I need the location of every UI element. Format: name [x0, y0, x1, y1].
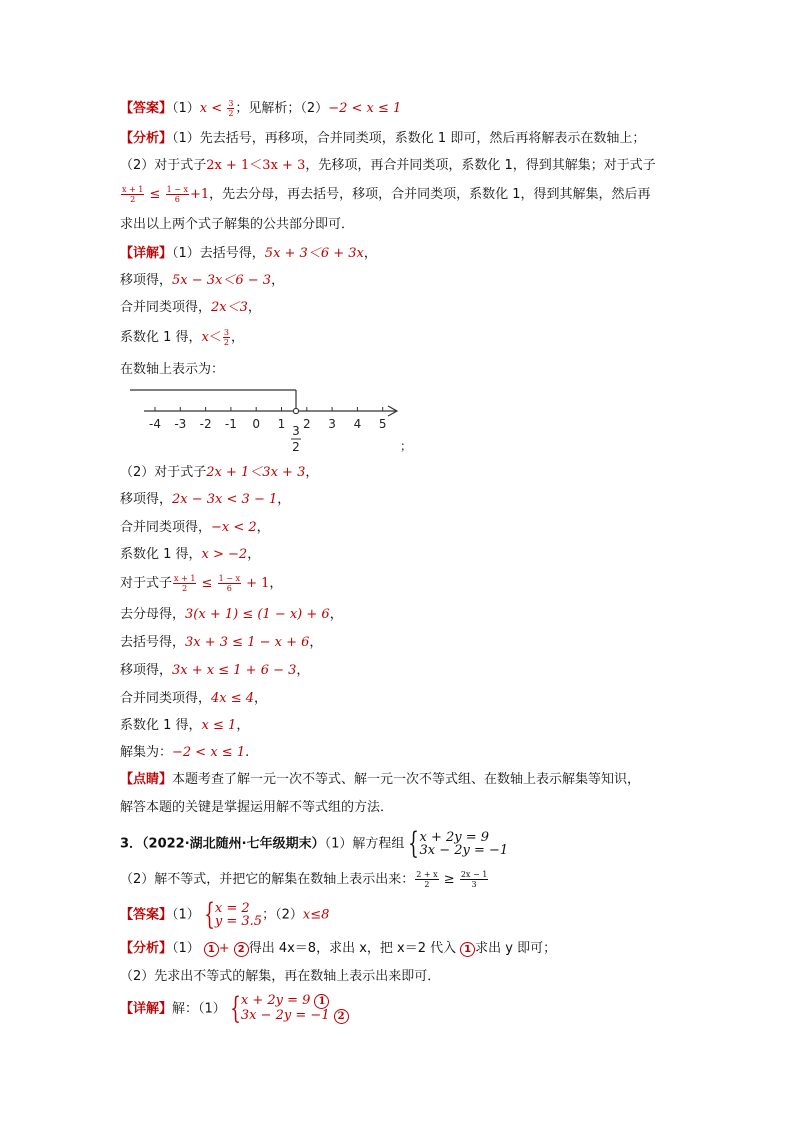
detail3-text: 解：（1）: [172, 1001, 226, 1017]
detail2-line-5: [120, 573, 282, 595]
answer3-part1: （1）: [172, 907, 200, 923]
detail-var-x: x: [201, 330, 209, 345]
comment-text-2: 解答本题的关键是掌握运用解不等式组的方法．: [120, 800, 394, 815]
detail3-line-1: [120, 991, 349, 1026]
detail2-text-2: 移项得，: [120, 492, 173, 507]
answer-separator: ；见解析；（2）: [235, 101, 329, 116]
answer-line-1: [120, 98, 401, 120]
comment-tag: 【点睛】: [120, 772, 173, 787]
analysis-line-4: [120, 214, 354, 236]
punct: ，: [277, 492, 291, 507]
axis-tick-label: 0: [252, 417, 261, 431]
analysis3-text-2: （2）先求出不等式的解集，再在数轴上表示出来即可．: [120, 969, 441, 984]
analysis-text-2a: （2）对于式子: [120, 158, 207, 173]
question-number: 3．: [120, 836, 143, 852]
analysis-line-2: [120, 155, 656, 177]
answer3-sep: ；（2）: [262, 907, 303, 923]
detail2-math-8: 3x + x ≤ 1 + 6 − 3: [172, 663, 297, 678]
analysis-line-3: [120, 184, 651, 206]
question-ge: ≥: [439, 872, 459, 887]
answer-fraction: $\frac{3}{2}$: [228, 99, 234, 118]
question-part2: （2）解不等式，并把它的解集在数轴上表示出来：: [120, 872, 415, 887]
analysis-le: ≤: [145, 187, 165, 202]
analysis3-text-c: 求出 y 即可；: [475, 941, 557, 956]
detail2-math-6: 3(x + 1) ≤ (1 − x) + 6: [185, 607, 330, 622]
detail2-line-8: [120, 660, 309, 682]
answer3-ineq: x≤8: [302, 907, 330, 923]
detail-line-4: [120, 327, 244, 349]
punct: ，: [329, 607, 343, 622]
detail2-fraction-b: $\frac{1 - x}{6}$: [218, 574, 240, 593]
detail2-math-4: x > −2: [201, 547, 248, 562]
detail2-text-5: 对于式子: [120, 576, 173, 591]
answer3-system: [215, 902, 262, 928]
detail-line-2: [120, 270, 284, 292]
analysis3-plus: +: [218, 941, 230, 956]
circled-1-icon: 1: [314, 994, 329, 1009]
detail2-math-7: 3x + 3 ≤ 1 − x + 6: [185, 635, 310, 650]
axis-tick-label: 2: [302, 417, 311, 431]
question-system: [419, 831, 508, 857]
detail-text-2: 移项得，: [120, 273, 173, 288]
detail2-text-8: 移项得，: [120, 663, 173, 678]
circled-2-icon: 2: [334, 1009, 349, 1024]
detail2-math-10: x ≤ 1: [201, 718, 237, 733]
detail2-text-3: 合并同类项得，: [120, 520, 212, 535]
comment-line-2: [120, 797, 393, 819]
punct: ，: [296, 663, 310, 678]
detail-text-3: 合并同类项得，: [120, 300, 212, 315]
detail2-line-3: [120, 517, 270, 539]
circled-1-icon: 1: [204, 942, 219, 957]
axis-tick-label: 4: [353, 417, 362, 431]
detail3-brace-icon: {: [230, 991, 241, 1026]
analysis-fraction-b: $\frac{1 - x}{6}$: [166, 185, 188, 204]
detail-text-5: 在数轴上表示为：: [120, 362, 225, 377]
detail-tag: 【详解】: [120, 246, 173, 261]
detail2-math-11: −2 < x ≤ 1: [172, 745, 246, 760]
detail2-line-4: [120, 544, 260, 566]
analysis-text-3b: ，先去分母，再去括号，移项，合并同类项，系数化 1，得到其解集，然后再: [209, 187, 651, 202]
answer-range: −2 < x ≤ 1: [328, 101, 402, 116]
detail2-line-11: [120, 742, 249, 764]
answer-tag: 【答案】: [120, 101, 173, 116]
detail2-math-2: 2x − 3x < 3 − 1: [172, 492, 278, 507]
axis-tick-label: 5: [378, 417, 387, 431]
detail2-line-9: [120, 688, 267, 710]
axis-tick-label: 3: [328, 417, 336, 431]
axis-tick-label: 1: [277, 417, 286, 431]
axis-semicolon: ；: [400, 439, 413, 453]
analysis-line-1: [120, 128, 645, 150]
detail2-le: ≤: [197, 576, 217, 591]
analysis-text-2b: ，先移项，再合并同类项，系数化 1，得到其解集；对于式子: [305, 158, 656, 173]
punct: ，: [236, 718, 250, 733]
detail-line-1: [120, 243, 377, 265]
axis-tick-label: -2: [199, 417, 212, 431]
detail2-text-9: 合并同类项得，: [120, 691, 212, 706]
punct: ，: [247, 300, 261, 315]
detail-text-1: （1）去括号得，: [172, 246, 265, 261]
detail2-text-4: 系数化 1 得，: [120, 547, 202, 562]
number-line-diagram: [126, 384, 416, 456]
detail2-text-1: （2）对于式子: [120, 465, 207, 480]
detail2-line-10: [120, 715, 249, 737]
system-brace-icon: {: [408, 826, 420, 861]
detail3-system: [241, 994, 349, 1024]
punct: ，: [363, 246, 377, 261]
detail2-line-1: [120, 462, 318, 484]
punct: .: [245, 745, 250, 760]
detail3-eq2: 3x − 2y = −1: [240, 1008, 330, 1023]
analysis-text-1: （1）先去括号，再移项，合并同类项，系数化 1 即可，然后再将解表示在数轴上；: [172, 131, 646, 146]
detail2-plus: + 1: [241, 576, 270, 591]
punct: ，: [309, 635, 323, 650]
analysis3-line-1: [120, 938, 556, 960]
axis-tick-label: -3: [174, 417, 187, 431]
punct: ，: [254, 691, 268, 706]
analysis3-text-a: （1）: [172, 941, 200, 956]
detail3-tag: 【详解】: [120, 1001, 173, 1017]
answer3-tag: 【答案】: [120, 907, 173, 923]
punct: ，: [256, 520, 270, 535]
detail2-text-7: 去括号得，: [120, 635, 186, 650]
answer-var-x: x: [199, 101, 208, 116]
analysis-fraction-a: $\frac{x + 1}{2}$: [122, 185, 144, 204]
punct: ，: [305, 465, 319, 480]
detail-line-5: [120, 359, 224, 381]
analysis-math-2: 2x + 1＜3x + 3: [206, 158, 306, 173]
detail-lt: ＜: [208, 330, 222, 345]
analysis-plus: +1: [189, 187, 210, 202]
axis-mark-den: 2: [292, 440, 300, 454]
detail2-text-6: 去分母得，: [120, 607, 186, 622]
punct: ，: [231, 330, 245, 345]
punct: ，: [271, 273, 285, 288]
detail2-text-11: 解集为：: [120, 745, 173, 760]
detail-line-3: [120, 297, 261, 319]
detail3-eq1: x + 2y = 9: [240, 993, 311, 1008]
analysis-text-4: 求出以上两个式子解集的公共部分即可．: [120, 217, 355, 232]
comment-line-1: [120, 769, 640, 791]
analysis3-line-2: [120, 966, 440, 988]
answer3-brace-icon: {: [204, 897, 215, 932]
detail-math-3: 2x＜3: [211, 300, 248, 315]
axis-mark-num: 3: [292, 424, 300, 438]
question-eq1: x + 2y = 9: [419, 830, 490, 845]
detail-text-4: 系数化 1 得，: [120, 330, 202, 345]
detail-math-1: 5x + 3＜6 + 3x: [264, 246, 364, 261]
analysis3-tag: 【分析】: [120, 941, 173, 956]
question-fraction-b: $\frac{2x - 1}{3}$: [460, 870, 488, 889]
question-eq2: 3x − 2y = −1: [419, 843, 509, 858]
answer3-s1: x = 2: [214, 901, 250, 916]
detail-fraction: $\frac{3}{2}$: [223, 328, 229, 347]
answer3-s2: y = 3.5: [214, 914, 263, 929]
question3-line-2: [120, 869, 489, 891]
answer-part1-label: （1）: [172, 101, 200, 116]
question-source: （2022·湖北随州·七年级期末）: [142, 836, 325, 852]
axis-tick-label: -4: [149, 417, 161, 431]
analysis3-text-b: 得出 4x＝8，求出 x，把 x＝2 代入: [248, 941, 457, 956]
detail2-line-7: [120, 632, 322, 654]
answer3-line: [120, 897, 330, 932]
detail2-line-6: [120, 604, 343, 626]
detail2-fraction-a: $\frac{x + 1}{2}$: [174, 574, 196, 593]
question-part1: （1）解方程组: [324, 836, 405, 852]
circled-1-icon: 1: [460, 942, 475, 957]
axis-tick-label: -1: [224, 417, 237, 431]
punct: ，: [269, 576, 283, 591]
open-endpoint: [293, 408, 298, 413]
punct: ，: [247, 547, 261, 562]
detail2-math-1: 2x + 1＜3x + 3: [206, 465, 306, 480]
analysis-tag: 【分析】: [120, 131, 173, 146]
detail2-line-2: [120, 489, 290, 511]
detail2-math-3: −x < 2: [211, 520, 257, 535]
comment-text-1: 本题考查了解一元一次不等式、解一元一次不等式组、在数轴上表示解集等知识，: [172, 772, 641, 787]
detail2-text-10: 系数化 1 得，: [120, 718, 202, 733]
question-fraction-a: $\frac{2 + x}{2}$: [416, 870, 438, 889]
detail-math-2: 5x − 3x＜6 − 3: [172, 273, 272, 288]
answer-lt: <: [207, 101, 227, 116]
question3-line-1: [120, 826, 509, 861]
circled-2-icon: 2: [234, 942, 249, 957]
detail2-math-9: 4x ≤ 4: [211, 691, 255, 706]
